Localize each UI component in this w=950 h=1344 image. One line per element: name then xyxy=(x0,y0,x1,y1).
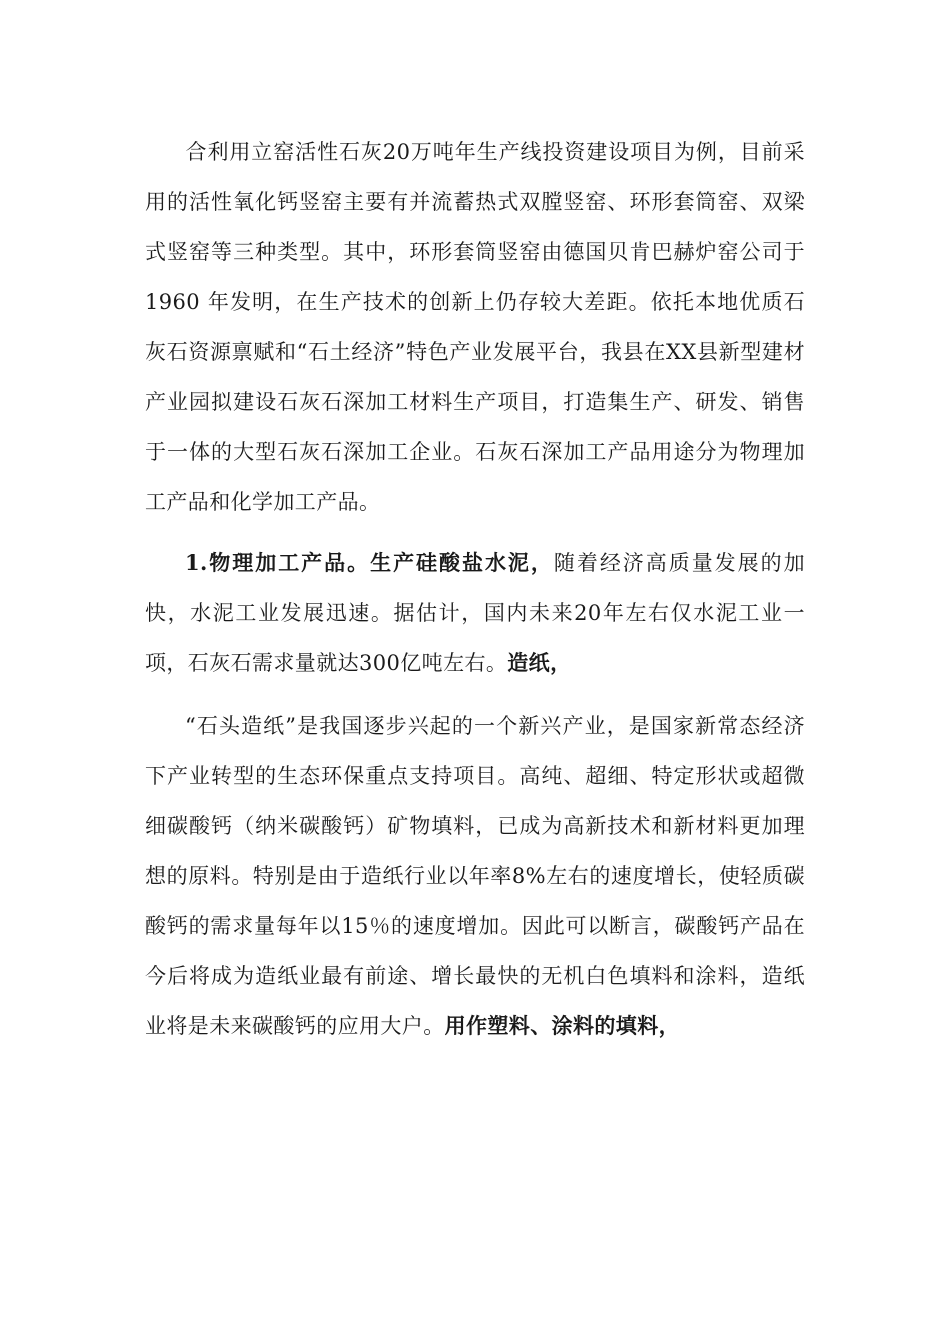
paragraph-limestone-projects xyxy=(145,127,805,527)
heading-papermaking: 造纸， xyxy=(507,650,572,675)
heading-plastic-coating-filler: 用作塑料、涂料的填料， xyxy=(444,1013,681,1038)
heading-physical-products: 1.物理加工产品。生产硅酸盐水泥， xyxy=(185,550,554,575)
paragraph-stone-paper xyxy=(145,701,805,1051)
paragraph-text: “石头造纸”是我国逐步兴起的一个新兴产业，是国家新常态经济下产业转型的生态环保重点支持项目。高纯、超细、特定形状或超微细碳酸钙（纳米碳酸钙）矿物填料，已成为高新技术和新材料更加理想的原料。特别是由于造纸行业以年率8%左右的速度增长，使轻质碳酸钙的需求量每年以15％的速度增加。因此可以断言，碳酸钙产品在今后将成为造纸业最有前途、增长最快的无机白色填料和涂料，造纸业将是未来碳酸钙的应用大户。 xyxy=(145,714,805,1038)
paragraph-text: 合利用立窑活性石灰20万吨年生产线投资建设项目为例，目前采用的活性氧化钙竖窑主要有并流蓄热式双膛竖窑、环形套筒窑、双梁式竖窑等三种类型。其中，环形套筒竖窑由德国贝肯巴赫炉窑公司于 1960 年发明，在生产技术的创新上仍存较大差距。依托本地优质石灰石资源禀赋和“石土经济”特色产业发展平台，我县在XX县新型建材产业园拟建设石灰石深加工材料生产项目，打造集生产、研发、销售于一体的大型石灰石深加工企业。石灰石深加工产品用途分为物理加工产品和化学加工产品。 xyxy=(145,140,805,514)
paragraph-text: 随着经济高质量发展的加快，水泥工业发展迅速。据估计，国内未来20年左右仅水泥工业一项，石灰石需求量就达300亿吨左右。 xyxy=(145,551,805,675)
paragraph-physical-processing xyxy=(145,538,805,688)
